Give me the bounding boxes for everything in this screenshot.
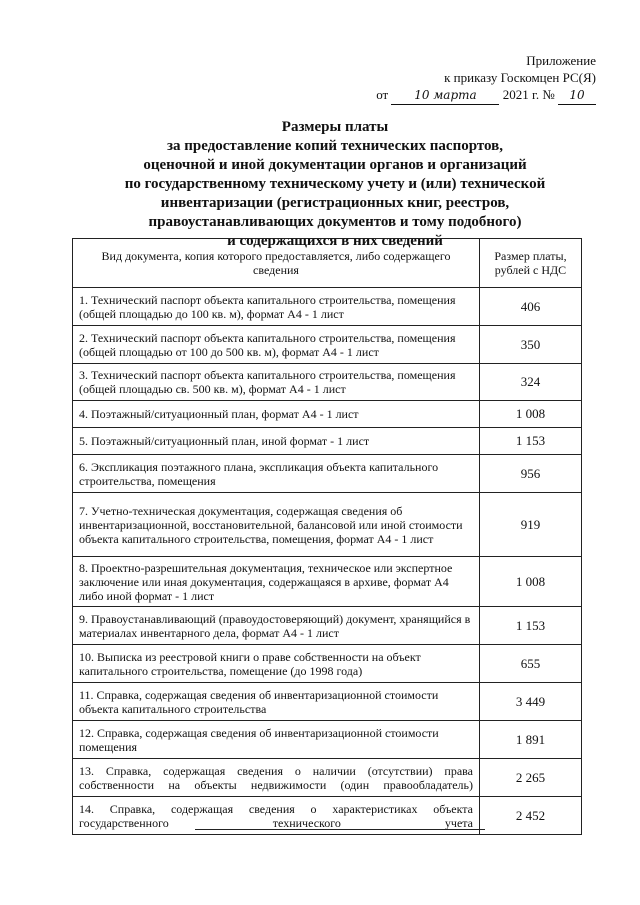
row-description: 10. Выписка из реестровой книги о праве собственности на объект капитального строительства, помещение (до 1998 года): [73, 645, 480, 683]
row-price: 1 153: [480, 607, 582, 645]
header-document-type: Вид документа, копия которого предоставляется, либо содержащего сведения: [73, 239, 480, 288]
row-description: 7. Учетно-техническая документация, содержащая сведения об инвентаризационной, восстановительной, балансовой или иной стоимости объекта капитального строительства, помещения, формат А4 - 1 лист: [73, 493, 480, 557]
table-header-row: [73, 239, 582, 288]
row-description: 3. Технический паспорт объекта капитального строительства, помещения (общей площадью св. 500 кв. м), формат А4 - 1 лист: [73, 364, 480, 401]
row-description: 2. Технический паспорт объекта капитального строительства, помещения (общей площадью от 100 до 500 кв. м), формат А4 - 1 лист: [73, 326, 480, 364]
row-description: 5. Поэтажный/ситуационный план, иной формат - 1 лист: [73, 428, 480, 455]
fee-table: [72, 238, 582, 835]
title-line: и содержащихся в них сведений: [227, 233, 443, 249]
row-price: 655: [480, 645, 582, 683]
annex-number-field: [558, 86, 596, 105]
table-row: [73, 607, 582, 645]
document-title: [105, 118, 565, 251]
table-row: [73, 493, 582, 557]
row-price: 919: [480, 493, 582, 557]
title-line: правоустанавливающих документов и тому подобного): [148, 214, 522, 230]
table-row: [73, 326, 582, 364]
table-row: [73, 721, 582, 759]
annex-year-label: 2021 г. №: [502, 87, 555, 102]
table-row: [73, 683, 582, 721]
title-line: Размеры платы: [281, 119, 389, 135]
row-description: 13. Справка, содержащая сведения о наличии (отсутствии) права собственности на объекты недвижимости (один правообладатель): [73, 759, 480, 797]
table-row: [73, 645, 582, 683]
annex-date-field: [391, 86, 499, 105]
row-description: 9. Правоустанавливающий (правоудостоверяющий) документ, хранящийся в материалах инвентарного дела, формат А4 - 1 лист: [73, 607, 480, 645]
row-description: 6. Экспликация поэтажного плана, экспликация объекта капитального строительства, помещения: [73, 455, 480, 493]
row-price: 1 153: [480, 428, 582, 455]
table-row: [73, 364, 582, 401]
row-price: 3 449: [480, 683, 582, 721]
annex-date-handwritten: 10 марта: [414, 88, 477, 102]
closing-rule: [195, 829, 485, 830]
table-row: [73, 288, 582, 326]
title-line: инвентаризации (регистрационных книг, реестров,: [160, 195, 510, 211]
row-description: 11. Справка, содержащая сведения об инвентаризационной стоимости объекта капитального строительства: [73, 683, 480, 721]
row-description: 12. Справка, содержащая сведения об инвентаризационной стоимости помещения: [73, 721, 480, 759]
annex-date-line: [366, 86, 596, 105]
row-description: 14. Справка, содержащая сведения о характеристиках объекта государственного технического учета: [73, 797, 480, 835]
annex-block: [366, 52, 596, 105]
row-price: 1 008: [480, 557, 582, 607]
row-price: 1 008: [480, 401, 582, 428]
row-price: 2 265: [480, 759, 582, 797]
title-line: оценочной и иной документации органов и организаций: [143, 157, 527, 173]
annex-title: Приложение: [526, 53, 596, 68]
row-price: 1 891: [480, 721, 582, 759]
annex-from-label: от: [376, 87, 389, 102]
table-row: [73, 455, 582, 493]
row-price: 350: [480, 326, 582, 364]
row-price: 956: [480, 455, 582, 493]
row-description: 4. Поэтажный/ситуационный план, формат А4 - 1 лист: [73, 401, 480, 428]
annex-number-handwritten: 10: [569, 88, 585, 102]
row-description: 1. Технический паспорт объекта капитального строительства, помещения (общей площадью до 100 кв. м), формат А4 - 1 лист: [73, 288, 480, 326]
row-price: 324: [480, 364, 582, 401]
table-row: [73, 401, 582, 428]
row-price: 406: [480, 288, 582, 326]
row-description: 8. Проектно-разрешительная документация, техническое или экспертное заключение или иная документация, содержащаяся в архиве, формат А4 либо иной формат - 1 лист: [73, 557, 480, 607]
title-line: по государственному техническому учету и (или) технической: [124, 176, 546, 192]
table-row: [73, 557, 582, 607]
table-row: [73, 759, 582, 797]
row-price: 2 452: [480, 797, 582, 835]
header-price: Размер платы, рублей с НДС: [480, 239, 582, 288]
annex-order-ref: к приказу Госкомцен РС(Я): [444, 70, 596, 85]
table-row: [73, 428, 582, 455]
title-line: за предоставление копий технических паспортов,: [166, 138, 504, 154]
